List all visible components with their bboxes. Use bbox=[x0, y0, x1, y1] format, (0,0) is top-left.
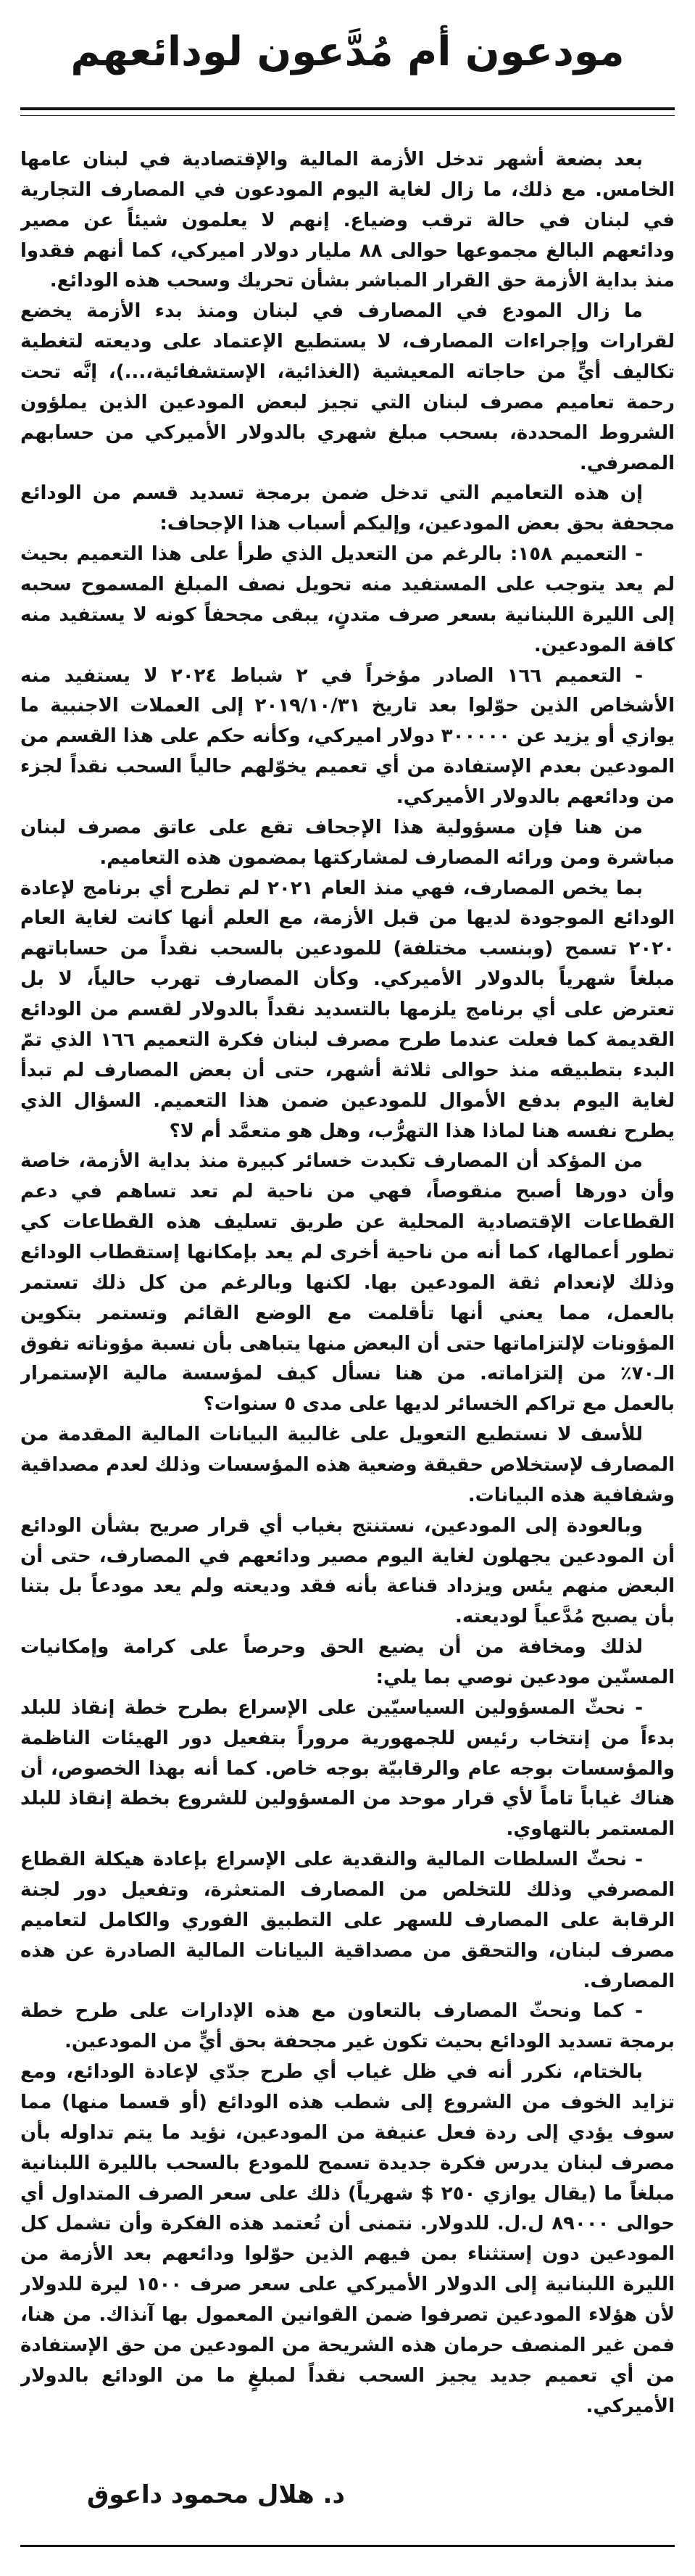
article-paragraph: - كما ونحثّ المصارف بالتعاون مع هذه الإدارات على طرح خطة برمجة تسديد الودائع بحيث تكون غير مجحفة بحق أيٍّ من المودعين. bbox=[20, 2000, 675, 2053]
article-paragraph: إن هذه التعاميم التي تدخل ضمن برمجة تسديد قسم من الودائع مجحفة بحق بعض المودعين، وإليكم أسباب هذا الإجحاف: bbox=[20, 482, 675, 535]
article-paragraph: للأسف لا نستطيع التعويل على غالبية البيانات المالية المقدمة من المصارف لإستخلاص حقيقة وضعية هذه المؤسسات وذلك لعدم مصداقية وشفافية هذه البيانات. bbox=[20, 1424, 675, 1506]
article-body bbox=[20, 145, 675, 2459]
article-title: مودعون أم مُدَّعون لودائعهم bbox=[70, 28, 625, 75]
article-paragraph: من هنا فإن مسؤولية هذا الإجحاف تقع على عاتق مصرف لبنان مباشرة ومن ورائه المصارف لمشاركتها بمضمون هذه التعاميم. bbox=[20, 816, 675, 869]
article-paragraph: - التعميم ١٦٦ الصادر مؤخراً في ٢ شباط ٢٠٢٤ لا يستفيد منه الأشخاص الذين حوّلوا بعد تاريخ ٢٠١٩/١٠/٣١ إلى العملات الاجنبية ما يوازي أو يزيد عن ٣٠٠٠٠٠ دولار اميركي، وكأنه حكم على هذا القسم من المودعين بعدم الإستفادة من أي تعميم يخوّلهم حالياً السحب نقداً لجزء من ودائعهم بالدولار الأميركي. bbox=[20, 664, 675, 809]
bottom-divider bbox=[20, 2545, 675, 2547]
article-paragraph: - نحثّ المسؤولين السياسيّين على الإسراع بطرح خطة إنقاذ للبلد بدءاً من إنتخاب رئيس للجمهورية مروراً بتفعيل دور الهيئات الناظمة والمؤسسات بوجه عام والرقابيّة بوجه خاص. كما أنه بهذا الخصوص، أن هناك غياباً تاماً لأي قرار موحد من المسؤولين للشروع بخطة إنقاذ للبلد المستمر بالتهاوي. bbox=[20, 1696, 675, 1841]
article-paragraph: - نحثّ السلطات المالية والنقدية على الإسراع بإعادة هيكلة القطاع المصرفي وذلك للتخلص من المصارف المتعثرة، وتفعيل دور لجنة الرقابة على المصارف للسهر على التطبيق الفوري والكامل لتعاميم مصرف لبنان، والتحقق من مصداقية البيانات المالية الصادرة عن هذه المصارف. bbox=[20, 1849, 675, 1992]
article-paragraph: لذلك ومخافة من أن يضيع الحق وحرصاً على كرامة وإمكانيات المسنّين مودعين نوصي بما يلي: bbox=[20, 1636, 675, 1688]
article-paragraph: من المؤكد أن المصارف تكبدت خسائر كبيرة منذ بداية الأزمة، خاصة وأن دورها أصبح منقوصاً، فهي من ناحية لم تعد تساهم في دعم القطاعات الإقتصادية المحلية عن طريق تسليف هذه القطاعات كي تطور أعمالها، كما أنه من ناحية أخرى لم يعد بإمكانها إستقطاب الودائع وذلك لإنعدام ثقة المودعين بها. لكنها وبالرغم من كل ذلك تستمر بالعمل، مما يعني أنها تأقلمت مع الوضع القائم وتستمر بتكوين المؤونات لإلتزاماتها حتى أن البعض منها يتباهى بأن نسبة مؤوناته تفوق الـ٧٠٪ من إلتزاماته. من هنا نسأل كيف لمؤسسة مالية الإستمرار بالعمل مع تراكم الخسائر لديها على مدى ٥ سنوات؟ bbox=[20, 1150, 675, 1416]
article-paragraph: بما يخص المصارف، فهي منذ العام ٢٠٢١ لم تطرح أي برنامج لإعادة الودائع الموجودة لديها من قبل الأزمة، مع العلم أنها كانت لغاية العام ٢٠٢٠ تسمح (وبنسب مختلفة) للمودعين بالسحب نقداً من حساباتهم مبلغاً شهرياً بالدولار الأميركي. وكأن المصارف تهرب حالياً، لا بل تعترض على أي برنامج يلزمها بالتسديد نقداً بالدولار لقسم من الودائع القديمة كما فعلت عندما طرح مصرف لبنان فكرة التعميم ١٦٦ الذي تمّ البدء بتطبيقه منذ حوالى ثلاثة أشهر، حتى أن بعض المصارف لم تبدأ لغاية اليوم بدفع الأموال للمودعين ضمن هذا التعميم. السؤال الذي يطرح نفسه هنا لماذا هذا التهرُّب، وهل هو متعمَّد أم لا؟ bbox=[20, 877, 675, 1142]
article-paragraph: ما زال المودع في المصارف في لبنان ومنذ بدء الأزمة يخضع لقرارات وإجراءات المصارف، لا يستطيع الإعتماد على وديعته لتغطية تكاليف أيٍّ من حاجاته المعيشية (الغذائية، الإستشفائية،...)، إنَّه تحت رحمة تعاميم مصرف لبنان التي تجيز لبعض المودعين الذين يملؤون الشروط المحددة، بسحب مبلغ شهري بالدولار الأميركي من حسابهم المصرفي. bbox=[20, 300, 675, 474]
author-byline: د. هلال محمود داعوق bbox=[87, 2480, 345, 2509]
article-paragraph: بالختام، نكرر أنه في ظل غياب أي طرح جدّي لإعادة الودائع، ومع تزايد الخوف من الشروع إلى شطب هذه الودائع (أو قسما منها) مما سوف يؤدي إلى ردة فعل عنيفة من المودعين، نؤيد ما يتم تداوله بأن مصرف لبنان يدرس فكرة جديدة تسمح للمودع بالسحب بالليرة اللبنانية مبلغاً ما (يقال يوازي ٢٥٠ $ شهرياً) ذلك على سعر الصرف المتداول أي حوالى ٨٩٠٠٠ ل.ل. للدولار. نتمنى أن تُعتمد هذه الفكرة وأن تشمل كل المودعين دون إستثناء بمن فيهم الذين حوّلوا ودائعهم بعد الأزمة من الليرة اللبنانية إلى الدولار الأميركي على سعر صرف ١٥٠٠ ليرة للدولار لأن هؤلاء المودعين تصرفوا ضمن القوانين المعمول بها آنذاك. من هنا، فمن غير المنصف حرمان هذه الشريحة من المودعين من حق الإستفادة من أي تعميم جديد يجيز السحب نقداً لمبلغٍ ما من الودائع بالدولار الأميركي. bbox=[20, 2061, 675, 2417]
title-divider bbox=[20, 107, 675, 116]
article-paragraph: وبالعودة إلى المودعين، نستنتج بغياب أي قرار صريح بشأن الودائع أن المودعين يجهلون لغاية اليوم مصير ودائعهم في المصارف، حتى أن البعض منهم يئس ويزداد قناعة بأنه فقد وديعته ولم يعد مودعاً بل بتنا بأن يصبح مُدَّعياً لوديعته. bbox=[20, 1514, 675, 1628]
article-paragraph: بعد بضعة أشهر تدخل الأزمة المالية والإقتصادية في لبنان عامها الخامس. مع ذلك، ما زال لغاية اليوم المودعون في المصارف التجارية في لبنان في حالة ترقب وضياع. إنهم لا يعلمون شيئاً عن مصير ودائعهم البالغ مجموعها حوالى ٨٨ مليار دولار اميركي، كما أنهم فقدوا منذ بداية الأزمة حق القرار المباشر بشأن تحريك وسحب هذه الودائع. bbox=[20, 149, 675, 292]
article-paragraph: - التعميم ١٥٨: بالرغم من التعديل الذي طرأ على هذا التعميم بحيث لم يعد يتوجب على المستفيد منه تحويل نصف المبلغ المسموح سحبه إلى الليرة اللبنانية بسعر صرف متدنٍ، يبقى مجحفاً كونه لا يستفيد منه كافة المودعين. bbox=[20, 543, 675, 656]
